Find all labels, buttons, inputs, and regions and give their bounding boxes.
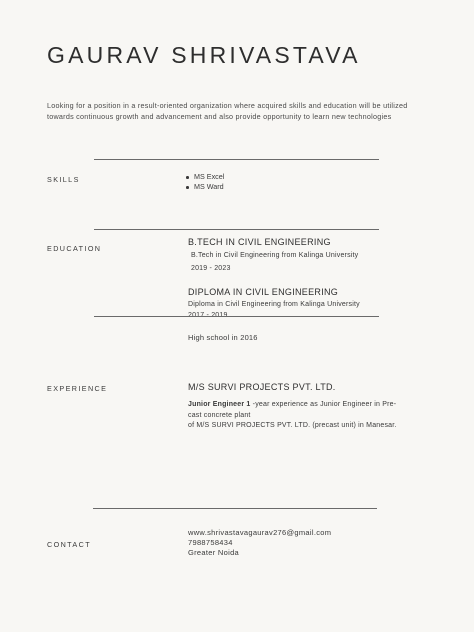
experience-line: cast concrete plant — [188, 411, 251, 419]
company-name: M/S SURVI PROJECTS PVT. LTD. — [188, 382, 336, 392]
degree-years: 2019 - 2023 — [191, 265, 231, 272]
candidate-name: GAURAV SHRIVASTAVA — [47, 42, 361, 68]
bullet-icon — [186, 176, 189, 179]
skills-list — [186, 172, 224, 192]
experience-heading: EXPERIENCE — [47, 384, 108, 393]
skill-label: MS Excel — [194, 172, 225, 181]
job-role: Junior Engineer 1 — [188, 401, 251, 408]
skills-heading: SKILLS — [47, 175, 80, 184]
divider — [94, 229, 379, 230]
bullet-icon — [186, 186, 189, 189]
experience-description — [188, 400, 438, 432]
diploma-title: DIPLOMA IN CIVIL ENGINEERING — [188, 287, 339, 297]
contact-email[interactable]: www.shrivastavagaurav276@gmail.com — [188, 528, 332, 537]
divider — [94, 159, 379, 160]
degree-detail: B.Tech in Civil Engineering from Kalinga University — [191, 252, 359, 259]
skill-item — [186, 172, 224, 182]
skill-label: MS Ward — [194, 182, 224, 191]
diploma-detail: Diploma in Civil Engineering from Kalinga University — [188, 301, 360, 308]
skill-item — [186, 182, 224, 192]
experience-line: -year experience as Junior Engineer in Pre- — [250, 401, 397, 408]
degree-title: B.TECH IN CIVIL ENGINEERING — [188, 237, 331, 247]
high-school: High school in 2016 — [188, 333, 258, 342]
diploma-years: 2017 - 2019 — [188, 312, 228, 319]
contact-location: Greater Noida — [188, 548, 240, 557]
education-heading: EDUCATION — [47, 244, 102, 253]
divider — [94, 316, 379, 317]
contact-phone: 7988758434 — [188, 538, 233, 547]
divider — [93, 508, 377, 509]
experience-line: of M/S SURVI PROJECTS PVT. LTD. (precast unit) in Manesar. — [188, 422, 397, 429]
career-objective: Looking for a position in a result-oriented organization where acquired skills and education will be utilized towards continuous growth and advancement and also provide opportunity to learn new technologies — [47, 101, 408, 121]
contact-heading: CONTACT — [47, 540, 92, 549]
